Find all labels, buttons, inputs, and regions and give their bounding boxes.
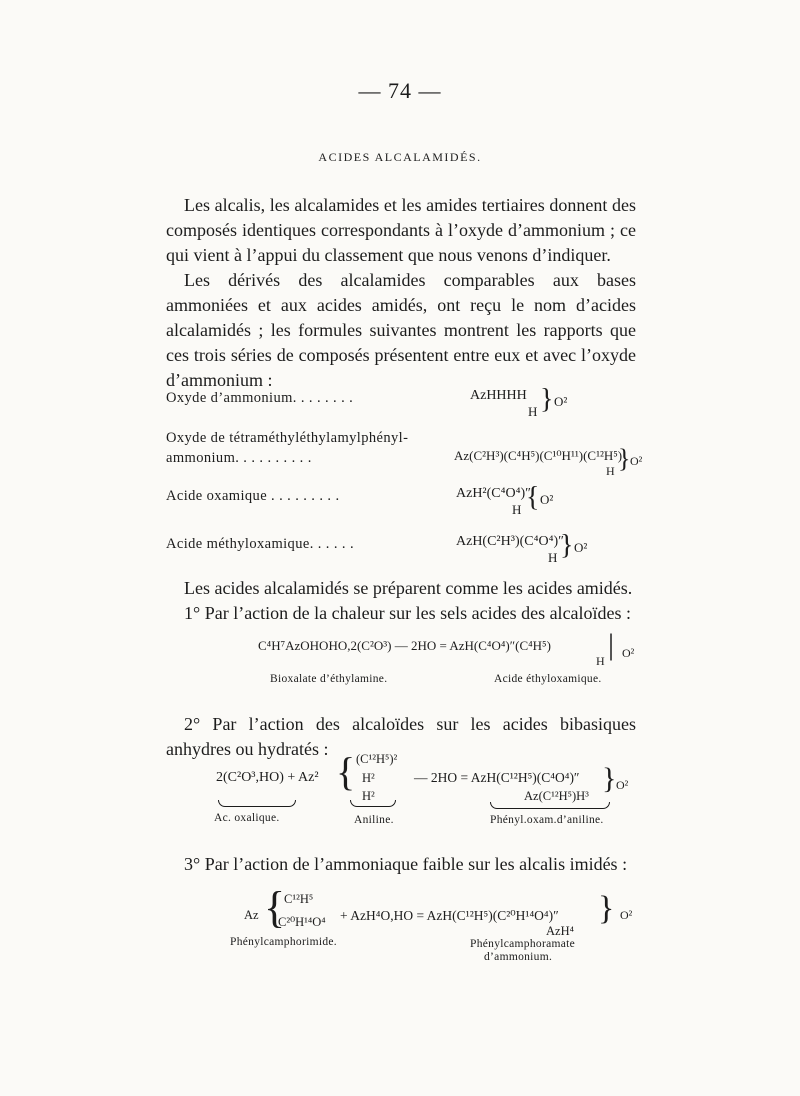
formula-oxygen: O² (574, 540, 588, 555)
equation-2-oxygen: O² (616, 778, 629, 792)
paragraph-6 (166, 852, 636, 877)
formula-second: H (606, 464, 615, 478)
formula (470, 384, 568, 419)
formula (456, 482, 554, 517)
formula-label-cont: ammonium. . . . . . . . . . (166, 450, 312, 466)
brace-glyph: } (602, 762, 617, 795)
brace-glyph: | (608, 628, 615, 661)
paragraph-4 (166, 601, 636, 626)
equation-2-caption-left: Ac. oxalique. (214, 812, 280, 824)
formula-second: H (548, 550, 558, 565)
equation-3-az: Az (244, 908, 259, 922)
formula-row (166, 422, 643, 478)
equation-2-second: Az(C¹²H⁵)H³ (524, 789, 589, 803)
equation-3-caption-right-2: d’ammonium. (484, 951, 553, 963)
formula-row (166, 528, 636, 572)
page-number: — 74 — (358, 78, 442, 103)
equation-2-brace-bot: H² (362, 789, 375, 803)
paragraph-3 (166, 576, 636, 601)
formula-label: Acide oxamique . . . . . . . . . (166, 488, 340, 504)
formula-label: Oxyde de tétraméthyléthylamylphényl- (166, 430, 409, 446)
equation-2-middle: — 2HO = AzH(C¹²H⁵)(C⁴O⁴)″ (414, 770, 580, 785)
underbrace (350, 800, 396, 807)
paragraph-1 (166, 193, 636, 268)
formula-main: AzH²(C⁴O⁴)″ (456, 486, 531, 501)
brace-glyph: } (618, 444, 631, 473)
formula-oxygen: O² (554, 394, 568, 409)
paragraph-5-text: 2° Par l’action des alcaloïdes sur les acides bibasiques anhydres ou hydratés : (166, 714, 636, 759)
paragraph-4-text: 1° Par l’action de la chaleur sur les sels acides des alcaloïdes : (184, 603, 632, 623)
paragraph-6-text: 3° Par l’action de l’ammoniaque faible sur les alcalis imidés : (184, 854, 628, 874)
formula-oxygen: O² (540, 492, 554, 507)
formula-table (166, 382, 643, 572)
equation-3-caption-right-1: Phénylcamphoramate (470, 938, 576, 950)
brace-glyph: { (264, 883, 286, 932)
equation-3-brace-top: C¹²H⁵ (284, 892, 314, 906)
formula-oxygen: O² (630, 454, 643, 468)
formula (454, 444, 643, 478)
equation-3-caption-left: Phénylcamphorimide. (230, 936, 337, 948)
brace-glyph: { (526, 482, 540, 513)
equation-2-caption-mid: Aniline. (354, 814, 394, 826)
equation-1-caption-left: Bioxalate d’éthylamine. (270, 673, 388, 685)
equation-2-brace-mid: H² (362, 771, 375, 785)
equation-2-brace-top: (C¹²H⁵)² (356, 752, 398, 766)
underbrace (490, 802, 610, 809)
formula-second: H (512, 502, 522, 517)
formula-main: Az(C²H³)(C⁴H⁵)(C¹⁰H¹¹)(C¹²H⁵) (454, 448, 623, 463)
equation-2-left: 2(C²O³,HO) + Az² (216, 770, 319, 785)
paragraph-1-text: Les alcalis, les alcalamides et les amides tertiaires donnent des composés identiques correspondants à l’oxyde d’ammonium ; ce qui vient à l’appui du classement que nous venons d’indiquer. (166, 195, 636, 265)
formula (456, 530, 588, 565)
paragraph-5 (166, 712, 636, 762)
formula-row (166, 480, 636, 524)
equation-1-oxygen: O² (622, 646, 635, 660)
equation-1-caption-right: Acide éthyloxamique. (494, 673, 602, 685)
formula-label: Acide méthyloxamique. . . . . . (166, 536, 354, 552)
brace-glyph: } (598, 890, 615, 927)
brace-glyph: } (540, 384, 554, 415)
formula-second: H (528, 404, 538, 419)
paragraph-2-text: Les dérivés des alcalamides comparables aux bases ammoniées et aux acides amidés, ont reçu le nom d’acides alcalamidés ; les formules suivantes montrent les rapports que ces trois séries de composés présentent entre eux et avec l’oxyde d’ammonium : (166, 270, 636, 390)
formula-main: AzH(C²H³)(C⁴O⁴)″ (456, 534, 564, 549)
underbrace (218, 800, 296, 807)
equation-3-oxygen: O² (620, 908, 633, 922)
equation-1-second: H (596, 654, 605, 668)
brace-glyph: } (560, 530, 574, 561)
formula-label: Oxyde d’ammonium. . . . . . . . (166, 390, 354, 406)
equation-3-second: AzH⁴ (546, 924, 574, 938)
equation-1-main: C⁴H⁷AzOHOHO,2(C²O³) — 2HO = AzH(C⁴O⁴)″(C⁴H⁵) (258, 638, 551, 653)
formula-row (166, 382, 636, 422)
paragraph-3-text: Les acides alcalamidés se préparent comme les acides amidés. (184, 578, 633, 598)
formula-main: AzHHHH (470, 388, 527, 403)
running-head: ACIDES ALCALAMIDÉS. (318, 150, 482, 164)
equation-2-caption-right: Phényl.oxam.d’aniline. (490, 814, 604, 826)
equation-3-middle: + AzH⁴O,HO = AzH(C¹²H⁵)(C²⁰H¹⁴O⁴)″ (340, 908, 559, 923)
brace-glyph: { (336, 749, 356, 794)
paragraph-2 (166, 268, 636, 393)
equation-3-brace-bot: C²⁰H¹⁴O⁴ (278, 915, 326, 929)
